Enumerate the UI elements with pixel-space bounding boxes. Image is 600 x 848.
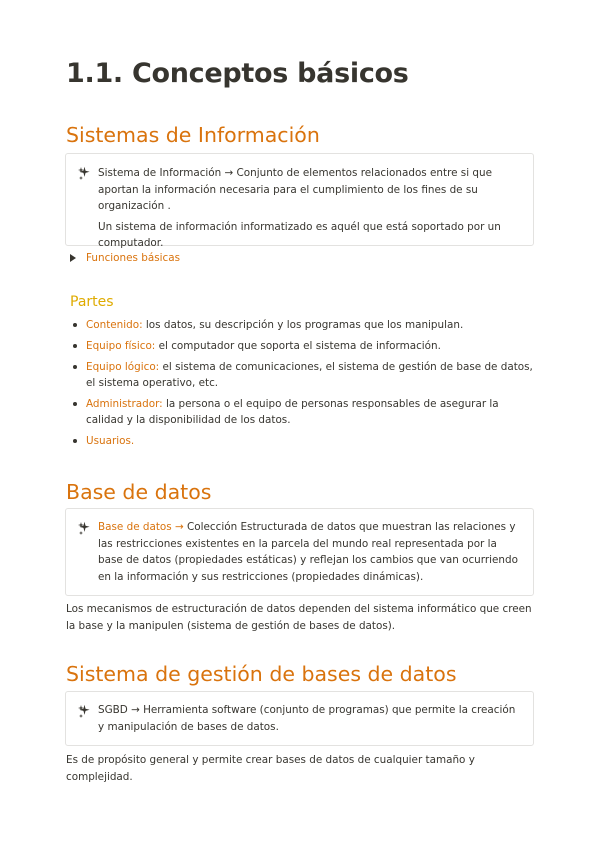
callout-sistema-informacion — [65, 153, 534, 249]
list-item — [72, 338, 534, 354]
list-item-term: Equipo físico: — [86, 340, 156, 352]
heading-base-de-datos: Base de datos — [66, 480, 212, 504]
triangle-right-icon[interactable] — [70, 254, 76, 262]
callout-base-de-datos — [65, 508, 534, 596]
list-item-desc: el computador que soporta el sistema de información. — [155, 340, 441, 352]
callout-term: Base de datos → — [98, 521, 184, 533]
heading-partes: Partes — [70, 294, 114, 310]
sparkles-icon — [77, 166, 93, 182]
paragraph-mecanismos: Los mecanismos de estructuración de datos dependen del sistema informático que creen la base y la manipulen (sistema de gestión de bases de datos). — [66, 603, 532, 632]
partes-list — [72, 317, 534, 454]
list-item — [72, 433, 534, 449]
list-item-term: Contenido: — [86, 319, 143, 331]
heading-sistemas: Sistemas de Información — [66, 123, 320, 147]
list-item-desc: la persona o el equipo de personas responsables de asegurar la calidad y la disponibilidad de los datos. — [86, 398, 499, 426]
toggle-funciones-basicas[interactable] — [70, 252, 180, 264]
callout-text: SGBD → Herramienta software (conjunto de programas) que permite la creación y manipulación de bases de datos. — [98, 704, 516, 733]
page-title: 1.1. Conceptos básicos — [66, 58, 409, 89]
list-item — [72, 359, 534, 391]
sparkles-icon — [77, 521, 93, 537]
callout-text: Sistema de Información → Conjunto de elementos relacionados entre si que aportan la información necesaria para el cumplimiento de los fines de su organización . — [98, 167, 492, 212]
list-item — [72, 317, 534, 333]
list-item-term: Usuarios. — [86, 435, 135, 447]
paragraph-proposito: Es de propósito general y permite crear bases de datos de cualquier tamaño y complejidad. — [66, 754, 475, 783]
heading-sgbd: Sistema de gestión de bases de datos — [66, 662, 457, 686]
callout-sgbd — [65, 691, 534, 746]
callout-text: Un sistema de información informatizado es aquél que está soportado por un computador. — [98, 220, 501, 249]
list-item-desc: los datos, su descripción y los programas que los manipulan. — [142, 319, 464, 331]
callout-definition: Colección Estructurada de datos que muestran las relaciones y las restricciones existentes en la parcela del mundo real representada por la base de datos (propiedades estáticas) y reflejan los cambios que van ocurriendo en la información y sus restricciones (propiedades dinámicas). — [98, 521, 518, 583]
callout-text — [98, 519, 521, 585]
list-item — [72, 396, 534, 428]
toggle-label[interactable]: Funciones básicas — [86, 252, 180, 264]
list-item-term: Equipo lógico: — [86, 361, 160, 373]
list-item-desc: el sistema de comunicaciones, el sistema de gestión de base de datos, el sistema operativo, etc. — [86, 361, 533, 389]
list-item-term: Administrador: — [86, 398, 163, 410]
sparkles-icon — [77, 704, 93, 720]
